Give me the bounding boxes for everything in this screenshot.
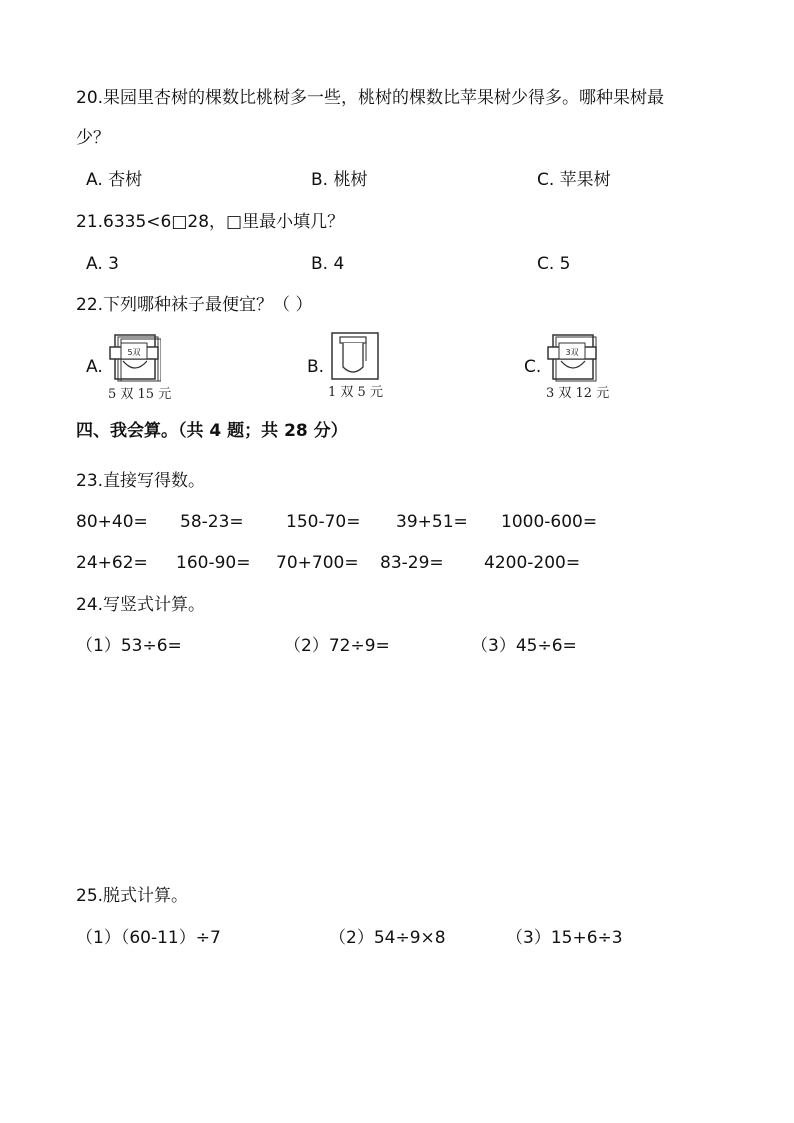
single-sock-icon [330,331,380,383]
q23-row2-item: 160-90= [176,553,251,573]
q24-stem: 24.写竖式计算。 [76,595,206,615]
sock-pack-a-count: 5双 [127,348,141,357]
q24-item-2: （2）72÷9= [284,636,390,656]
q22-option-c-caption: 3 双 12 元 [546,386,610,401]
q25-item-2: （2）54÷9×8 [329,928,446,948]
q22-option-a-caption: 5 双 15 元 [108,387,172,402]
sock-pack-c-icon [545,333,599,383]
q22-option-b-caption: 1 双 5 元 [328,385,383,400]
q21-stem: 21.6335<6□28，□里最小填几？ [76,212,345,232]
q23-stem: 23.直接写得数。 [76,471,206,491]
sock-pack-image-a [107,333,161,383]
section-title: 四、我会算。（共 4 题；共 28 分） [76,421,348,441]
sock-pack-a-icon [107,333,161,383]
q23-row2-item: 83-29= [380,553,444,573]
q23-row1-item: 150-70= [286,512,361,532]
q23-row1-item: 39+51= [396,512,468,532]
q23-row1-item: 58-23= [180,512,244,532]
q24-item-3: （3）45÷6= [471,636,577,656]
q22-option-b-label: B. [307,357,325,377]
q24-item-1: （1）53÷6= [76,636,182,656]
q21-option-a: A. 3 [86,254,119,274]
q22-option-c-label: C. [524,357,542,377]
q23-row2-item: 4200-200= [484,553,581,573]
q20-option-b: B. 桃树 [311,170,368,190]
q23-row1-item: 1000-600= [501,512,598,532]
q22-option-a-label: A. [86,357,103,377]
sock-pack-image-b [330,331,380,383]
q20-stem-line1: 20.果园里杏树的棵数比桃树多一些，桃树的棵数比苹果树少得多。哪种果树最 [76,88,665,108]
q25-item-3: （3）15+6÷3 [506,928,623,948]
q21-option-c: C. 5 [537,254,571,274]
q23-row2-item: 70+700= [276,553,359,573]
sock-pack-c-count: 3双 [565,348,579,357]
sock-pack-image-c [545,333,599,383]
q22-stem: 22.下列哪种袜子最便宜？（ ） [76,295,313,315]
q25-stem: 25.脱式计算。 [76,886,189,906]
q20-option-a: A. 杏树 [86,170,143,190]
q25-item-1: （1）（60-11）÷7 [76,928,221,948]
q20-stem-line2: 少？ [76,128,110,148]
q23-row1-item: 80+40= [76,512,148,532]
q21-option-b: B. 4 [311,254,345,274]
q23-row2-item: 24+62= [76,553,148,573]
q20-option-c: C. 苹果树 [537,170,611,190]
